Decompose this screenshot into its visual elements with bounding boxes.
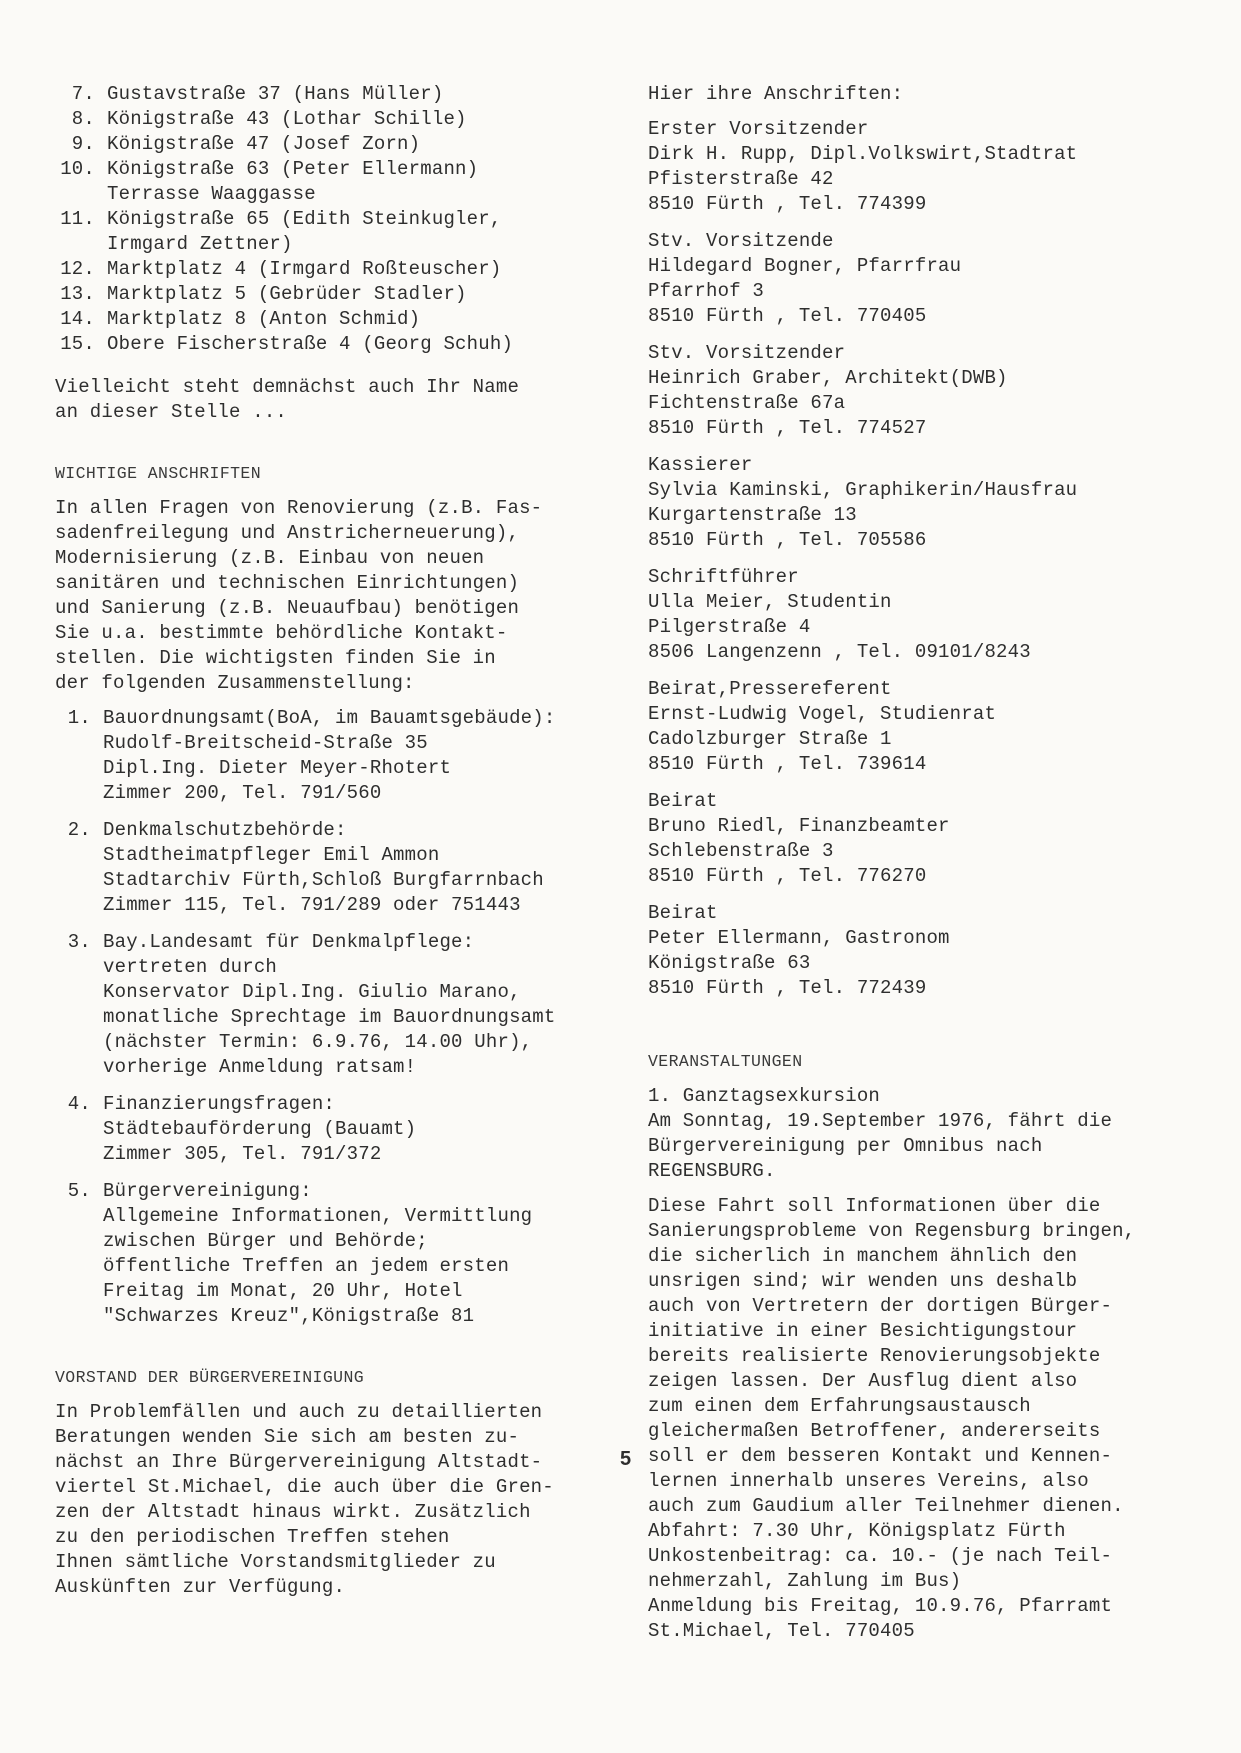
officer-entry: Schriftführer Ulla Meier, Studentin Pilgerstraße 4 8506 Langenzenn , Tel. 09101/8243 bbox=[648, 566, 1031, 663]
item-text: Marktplatz 8 (Anton Schmid) bbox=[107, 308, 421, 330]
item-number: 1. bbox=[67, 707, 91, 729]
house-list-item bbox=[55, 207, 645, 257]
item-number: 3. bbox=[67, 931, 91, 953]
item-number: 9. bbox=[71, 133, 95, 155]
house-list-item bbox=[55, 157, 645, 207]
heading-events: VERANSTALTUNGEN bbox=[648, 1052, 803, 1071]
house-list-item bbox=[55, 332, 645, 357]
item-text: Denkmalschutzbehörde: Stadtheimatpfleger Emil Ammon Stadtarchiv Fürth,Schloß Burgfarrnbach Zimmer 115, Tel. 791/289 oder 751443 bbox=[103, 819, 544, 916]
item-number: 13. bbox=[60, 283, 95, 305]
officer-entry: Erster Vorsitzender Dirk H. Rupp, Dipl.Volkswirt,Stadtrat Pfisterstraße 42 8510 Fürth , Tel. 774399 bbox=[648, 118, 1078, 215]
item-text: Königstraße 65 (Edith Steinkugler, Irmgard Zettner) bbox=[107, 208, 502, 255]
item-number: 10. bbox=[60, 158, 95, 180]
item-text: Obere Fischerstraße 4 (Georg Schuh) bbox=[107, 333, 514, 355]
item-text: Königstraße 47 (Josef Zorn) bbox=[107, 133, 421, 155]
contact-list-item bbox=[55, 706, 645, 806]
house-list bbox=[55, 82, 645, 357]
officer-entry: Kassierer Sylvia Kaminski, Graphikerin/Hausfrau Kurgartenstraße 13 8510 Fürth , Tel. 705586 bbox=[648, 454, 1078, 551]
item-number: 14. bbox=[60, 308, 95, 330]
board-text: In Problemfällen und auch zu detaillierten Beratungen wenden Sie sich am besten zu- nächst an Ihre Bürgervereinigung Altstadt- viertel St.Michael, die auch über die Gren- zen der Altstadt hinaus wirkt. Zusätzlich zu den periodischen Treffen stehen Ihnen sämtliche Vorstandsmitglieder zu Auskünften zur Verfügung. bbox=[55, 1401, 554, 1598]
item-text: Bauordnungsamt(BoA, im Bauamtsgebäude): Rudolf-Breitscheid-Straße 35 Dipl.Ing. Dieter Meyer-Rhotert Zimmer 200, Tel. 791/560 bbox=[103, 707, 556, 804]
item-text: Bay.Landesamt für Denkmalpflege: vertreten durch Konservator Dipl.Ing. Giulio Marano, monatliche Sprechtage im Bauordnungsamt (nächster Termin: 6.9.76, 14.00 Uhr), vorherige Anmeldung ratsam! bbox=[103, 931, 556, 1078]
officer-list bbox=[648, 117, 1208, 1001]
item-number: 15. bbox=[60, 333, 95, 355]
item-number: 5. bbox=[67, 1180, 91, 1202]
contact-list-item bbox=[55, 818, 645, 918]
house-list-item bbox=[55, 82, 645, 107]
addresses-intro-right: Hier ihre Anschriften: bbox=[648, 83, 904, 105]
contact-list-item bbox=[55, 1179, 645, 1329]
heading-board: VORSTAND DER BÜRGERVEREINIGUNG bbox=[55, 1368, 365, 1387]
house-list-item bbox=[55, 307, 645, 332]
officer-entry: Beirat Bruno Riedl, Finanzbeamter Schlebenstraße 3 8510 Fürth , Tel. 776270 bbox=[648, 790, 950, 887]
item-number: 8. bbox=[71, 108, 95, 130]
item-number: 12. bbox=[60, 258, 95, 280]
officer-entry: Beirat,Pressereferent Ernst-Ludwig Vogel, Studienrat Cadolzburger Straße 1 8510 Fürth , Tel. 739614 bbox=[648, 678, 997, 775]
house-list-item bbox=[55, 282, 645, 307]
event-announcement: 1. Ganztagsexkursion Am Sonntag, 19.September 1976, fährt die Bürgervereinigung per Omnibus nach REGENSBURG. bbox=[648, 1085, 1113, 1182]
maybe-your-name-text: Vielleicht steht demnächst auch Ihr Name an dieser Stelle ... bbox=[55, 376, 520, 423]
item-text: Königstraße 43 (Lothar Schille) bbox=[107, 108, 467, 130]
contact-list-item bbox=[55, 1092, 645, 1167]
item-text: Marktplatz 4 (Irmgard Roßteuscher) bbox=[107, 258, 502, 280]
addresses-intro: In allen Fragen von Renovierung (z.B. Fas- sadenfreilegung und Anstricherneuerung), Modernisierung (z.B. Einbau von neuen sanitären und technischen Einrichtungen) und Sanierung (z.B. Neuaufbau) benötigen Sie u.a. bestimmte behördliche Kontakt- stellen. Die wichtigsten finden Sie in der folgenden Zusammenstellung: bbox=[55, 497, 543, 694]
right-column bbox=[648, 82, 1208, 1644]
item-text: Finanzierungsfragen: Städtebauförderung (Bauamt) Zimmer 305, Tel. 791/372 bbox=[103, 1093, 417, 1165]
officer-entry: Stv. Vorsitzender Heinrich Graber, Architekt(DWB) Fichtenstraße 67a 8510 Fürth , Tel. 774527 bbox=[648, 342, 1008, 439]
house-list-item bbox=[55, 107, 645, 132]
item-text: Marktplatz 5 (Gebrüder Stadler) bbox=[107, 283, 467, 305]
page-number: 5 bbox=[620, 1448, 632, 1470]
left-column bbox=[55, 82, 645, 1600]
event-details: Diese Fahrt soll Informationen über die Sanierungsprobleme von Regensburg bringen, die sicherlich in manchem ähnlich den unsrigen sind; wir wenden uns deshalb auch von Vertretern der dortigen Bürger- initiative in einer Besichtigungstour bereits realisierte Renovierungsobjekte zeigen lassen. Der Ausflug dient also zum einen dem Erfahrungsaustausch gleichermaßen Betroffener, andererseits soll er dem besseren Kontakt und Kennen- lernen innerhalb unseres Vereins, also auch zum Gaudium aller Teilnehmer dienen. Abfahrt: 7.30 Uhr, Königsplatz Fürth Unkostenbeitrag: ca. 10.- (je nach Teil- nehmerzahl, Zahlung im Bus) Anmeldung bis Freitag, 10.9.76, Pfarramt St.Michael, Tel. 770405 bbox=[648, 1195, 1136, 1642]
item-number: 7. bbox=[71, 83, 95, 105]
heading-important-addresses: WICHTIGE ANSCHRIFTEN bbox=[55, 464, 262, 483]
item-number: 4. bbox=[67, 1093, 91, 1115]
house-list-item bbox=[55, 257, 645, 282]
house-list-item bbox=[55, 132, 645, 157]
item-number: 2. bbox=[67, 819, 91, 841]
item-text: Bürgervereinigung: Allgemeine Informationen, Vermittlung zwischen Bürger und Behörde; öffentliche Treffen an jedem ersten Freitag im Monat, 20 Uhr, Hotel "Schwarzes Kreuz",Königstraße 81 bbox=[103, 1180, 533, 1327]
officer-entry: Beirat Peter Ellermann, Gastronom Königstraße 63 8510 Fürth , Tel. 772439 bbox=[648, 902, 950, 999]
item-number: 11. bbox=[60, 208, 95, 230]
item-text: Gustavstraße 37 (Hans Müller) bbox=[107, 83, 444, 105]
item-text: Königstraße 63 (Peter Ellermann) Terrasse Waaggasse bbox=[107, 158, 479, 205]
contact-list bbox=[55, 706, 645, 1329]
contact-list-item bbox=[55, 930, 645, 1080]
officer-entry: Stv. Vorsitzende Hildegard Bogner, Pfarrfrau Pfarrhof 3 8510 Fürth , Tel. 770405 bbox=[648, 230, 962, 327]
